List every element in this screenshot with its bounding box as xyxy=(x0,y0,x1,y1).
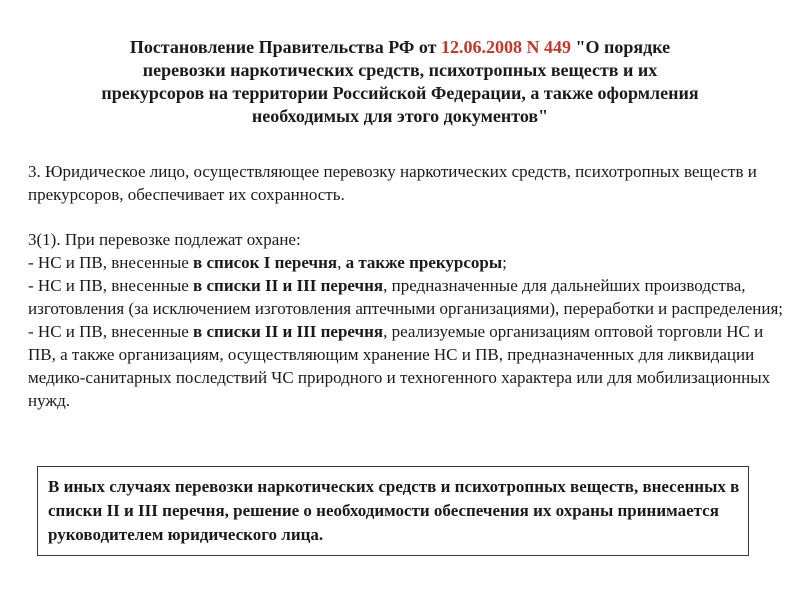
list-item-3-bold: в списки II и III перечня xyxy=(193,322,384,341)
paragraph-3-1-intro: 3(1). При перевозке подлежат охране: xyxy=(28,230,301,249)
list-item-1-prefix: - НС и ПВ, внесенные xyxy=(28,253,194,272)
decree-date-number: 12.06.2008 N 449 xyxy=(441,37,571,57)
note-text: В иных случаях перевозки наркотических средств и психотропных веществ, внесенных в списки II и III перечня, решение о необходимости обеспечения их охраны принимается руководителем юридического лица. xyxy=(48,477,740,544)
title-prefix: Постановление Правительства РФ от xyxy=(129,37,441,57)
list-item-1-bold-precursors: а также прекурсоры xyxy=(345,253,503,272)
list-item-2-suffix: , предназначенные для дальнейших производства, изготовления (за исключением изготовления аптечными организациями), переработки и распределения; xyxy=(28,276,783,318)
list-item-2-bold: в списки II и III перечня xyxy=(193,276,384,295)
paragraph-3 xyxy=(28,160,788,206)
list-item-3-suffix: , реализуемые организациям оптовой торговли НС и ПВ, а также организациям, осуществляющим хранение НС и ПВ, предназначенных для ликвидации медико-санитарных последствий ЧС природного и техногенного характера или для мобилизационных нужд. xyxy=(28,322,771,410)
note-box xyxy=(37,466,749,556)
paragraph-3-1 xyxy=(28,228,788,412)
list-item-1-bold-list1: в список I перечня xyxy=(193,253,338,272)
list-item-3-prefix: - НС и ПВ, внесенные xyxy=(28,322,194,341)
paragraph-3-text: 3. Юридическое лицо, осуществляющее перевозку наркотических средств, психотропных веществ и прекурсоров, обеспечивает их сохранность. xyxy=(28,162,757,204)
list-item-1-middle: , xyxy=(337,253,346,272)
list-item-2-prefix: - НС и ПВ, внесенные xyxy=(28,276,194,295)
list-item-1-suffix: ; xyxy=(502,253,507,272)
title-suffix: "О порядке перевозки наркотических средств, психотропных веществ и их прекурсоров на территории Российской Федерации, а также оформления необходимых для этого документов" xyxy=(101,37,699,126)
document-title xyxy=(90,36,710,128)
